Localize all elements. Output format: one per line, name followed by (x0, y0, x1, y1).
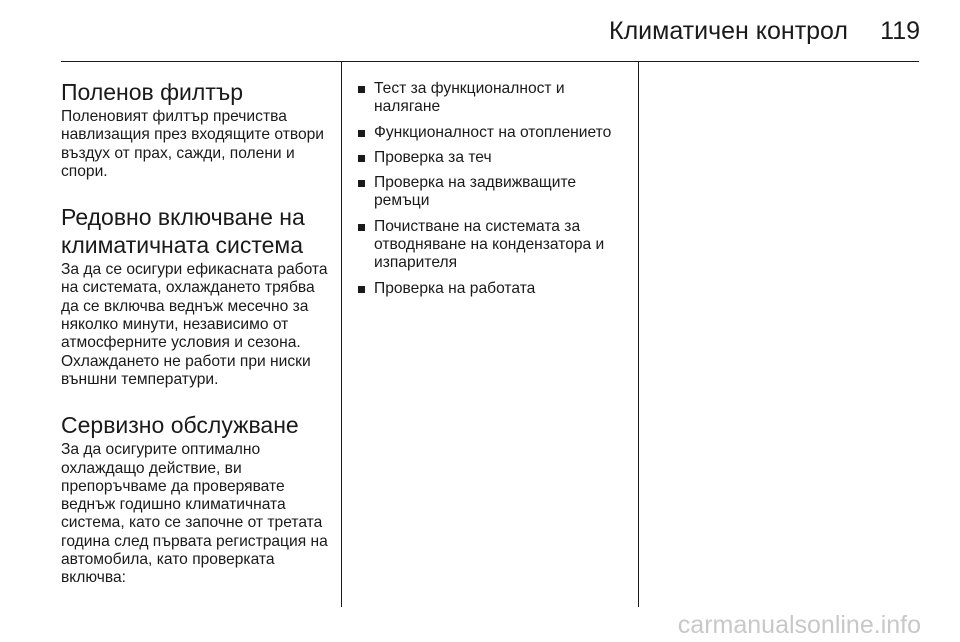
column-divider-left (341, 62, 342, 607)
checklist-item-text: Тест за функционалност и налягане (374, 80, 565, 116)
square-bullet-icon (358, 224, 365, 231)
square-bullet-icon (358, 155, 365, 162)
checklist-item (358, 218, 628, 273)
page-header-title: Климатичен контрол (609, 17, 848, 45)
section-heading-line: Редовно включване на (61, 204, 305, 231)
middle-column (358, 80, 628, 298)
square-bullet-icon (358, 286, 365, 293)
section-heading-line: климатичната система (61, 232, 304, 259)
column-divider-right (638, 62, 639, 607)
checklist-item (358, 124, 628, 142)
section-heading (61, 203, 333, 259)
checklist-item (358, 174, 628, 211)
checklist-item (358, 280, 628, 298)
section-body: За да осигурите оптимално охлаждащо действие, ви препоръчваме да проверявате веднъж годишно климатичната система, като се започне от третата година след първата регистрация на автомобила, като проверката включва: (61, 441, 328, 587)
checklist-item (358, 80, 628, 117)
square-bullet-icon (358, 130, 365, 137)
section-regular-operation (61, 203, 333, 389)
checklist-item (358, 149, 628, 167)
watermark: carmanualsonline.info (677, 611, 921, 639)
service-checklist (358, 80, 628, 298)
square-bullet-icon (358, 180, 365, 187)
section-body: За да се осигури ефикасната работа на системата, охлаждането трябва да се включва веднъж месечно за няколко минути, независимо от атмосферните условия и сезона. Охлаждането не работи при ниски външни температури. (61, 261, 328, 388)
checklist-item-text: Проверка за теч (374, 148, 492, 166)
checklist-item-text: Проверка на задвижващите ремъци (374, 174, 577, 210)
section-heading: Сервизно обслужване (61, 412, 299, 439)
section-pollen-filter (61, 78, 333, 181)
page-number: 119 (880, 17, 920, 45)
section-body: Поленовият филтър пречиства навлизащия през входящите отвори въздух от прах, сажди, полени и спори. (61, 108, 325, 180)
checklist-item-text: Функционалност на отоплението (374, 123, 612, 141)
left-column (61, 78, 333, 588)
header-rule (61, 61, 919, 62)
section-service (61, 411, 333, 587)
checklist-item-text: Почистване на системата за отводняване на кондензатора и изпарителя (374, 217, 605, 272)
square-bullet-icon (358, 86, 365, 93)
section-heading: Поленов филтър (61, 79, 244, 105)
checklist-item-text: Проверка на работата (374, 279, 536, 297)
